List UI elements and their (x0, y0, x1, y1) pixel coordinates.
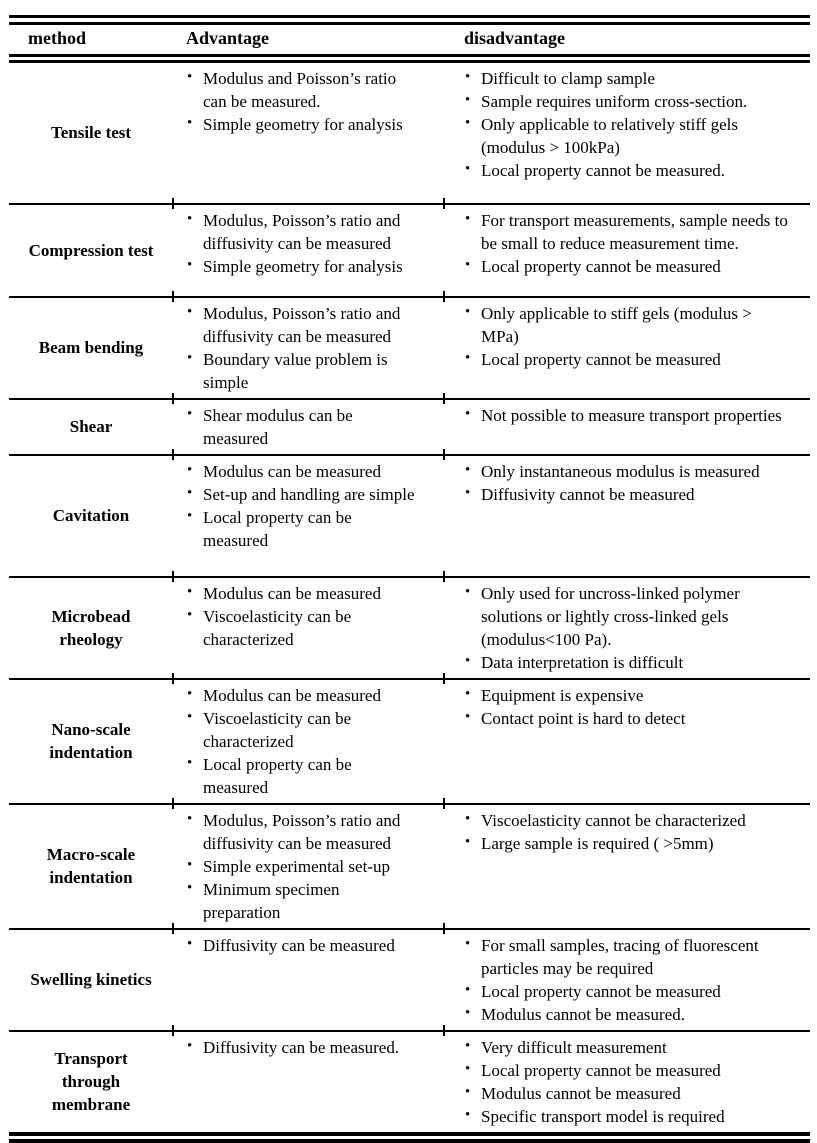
bullet-item: • Modulus and Poisson’s ratio can be measured. (186, 67, 418, 113)
method-cell (9, 455, 173, 577)
advantage-list (186, 684, 418, 799)
header-disadvantage: disadvantage (444, 20, 810, 59)
disadvantage-cell (444, 577, 810, 679)
disadvantage-list (464, 582, 788, 674)
method-cell (9, 204, 173, 297)
table-row (9, 804, 810, 929)
disadvantage-list (464, 302, 788, 371)
bullet-item: • Modulus cannot be measured. (464, 1003, 788, 1026)
advantage-cell (173, 929, 444, 1031)
bullet-item: • Only used for uncross-linked polymer solutions or lightly cross-linked gels (modulus<100 Pa). (464, 582, 788, 651)
disadvantage-list (464, 934, 788, 1026)
table-row (9, 204, 810, 297)
method-cell (9, 679, 173, 804)
bullet-item: • Local property cannot be measured. (464, 159, 788, 182)
bullet-item: • Simple geometry for analysis (186, 255, 418, 278)
bullet-item: • Minimum specimen preparation (186, 878, 418, 924)
bullet-item: • Contact point is hard to detect (464, 707, 788, 730)
advantage-cell (173, 679, 444, 804)
bullet-item: • Data interpretation is difficult (464, 651, 788, 674)
table-row (9, 929, 810, 1031)
disadvantage-list (464, 809, 788, 855)
bullet-item: • Viscoelasticity can be characterized (186, 605, 418, 651)
bullet-item: • Diffusivity can be measured. (186, 1036, 418, 1059)
bullet-item: • Only applicable to relatively stiff gels (modulus > 100kPa) (464, 113, 788, 159)
bullet-item: • Local property cannot be measured (464, 255, 788, 278)
bullet-item: • Local property can be measured (186, 753, 418, 799)
bullet-item: • For small samples, tracing of fluorescent particles may be required (464, 934, 788, 980)
method-label: Shear (69, 417, 113, 436)
method-label: Beam bending (38, 338, 144, 357)
bullet-item: • Modulus can be measured (186, 684, 418, 707)
bullet-item: • Diffusivity can be measured (186, 934, 418, 957)
advantage-cell (173, 297, 444, 399)
disadvantage-cell (444, 455, 810, 577)
table-header-row (9, 20, 810, 59)
bullet-item: • Difficult to clamp sample (464, 67, 788, 90)
advantage-cell (173, 59, 444, 204)
method-cell (9, 929, 173, 1031)
bullet-item: • Set-up and handling are simple (186, 483, 418, 506)
advantage-list (186, 209, 418, 278)
disadvantage-list (464, 684, 788, 730)
advantage-cell (173, 804, 444, 929)
disadvantage-list (464, 1036, 788, 1128)
method-label: Tensile test (50, 123, 132, 143)
disadvantage-cell (444, 204, 810, 297)
disadvantage-cell (444, 929, 810, 1031)
method-cell (9, 59, 173, 204)
method-cell (9, 399, 173, 455)
disadvantage-cell (444, 679, 810, 804)
bullet-item: • For transport measurements, sample needs to be small to reduce measurement time. (464, 209, 788, 255)
bullet-item: • Equipment is expensive (464, 684, 788, 707)
method-label: Microbead rheology (51, 606, 131, 649)
table-row (9, 455, 810, 577)
method-cell (9, 1031, 173, 1138)
bullet-item: • Simple geometry for analysis (186, 113, 418, 136)
advantage-list (186, 404, 418, 450)
disadvantage-list (464, 209, 788, 278)
method-label: Compression test (28, 240, 154, 260)
bullet-item: • Boundary value problem is simple (186, 348, 418, 394)
disadvantage-cell (444, 1031, 810, 1138)
table-row (9, 59, 810, 204)
bullet-item: • Local property cannot be measured (464, 348, 788, 371)
advantage-cell (173, 577, 444, 679)
advantage-list (186, 460, 418, 552)
advantage-list (186, 67, 418, 136)
header-method: method (9, 20, 173, 59)
bullet-item: • Modulus cannot be measured (464, 1082, 788, 1105)
table-row (9, 399, 810, 455)
method-cell (9, 804, 173, 929)
bullet-item: • Local property can be measured (186, 506, 418, 552)
bullet-item: • Modulus, Poisson’s ratio and diffusivity can be measured (186, 209, 418, 255)
advantage-list (186, 582, 418, 651)
bullet-item: • Only instantaneous modulus is measured (464, 460, 788, 483)
method-label: Macro-scale indentation (46, 845, 136, 887)
method-cell (9, 297, 173, 399)
bullet-item: • Modulus, Poisson’s ratio and diffusivity can be measured (186, 302, 418, 348)
bullet-item: • Specific transport model is required (464, 1105, 788, 1128)
table-row (9, 679, 810, 804)
disadvantage-cell (444, 297, 810, 399)
advantage-cell (173, 399, 444, 455)
bullet-item: • Not possible to measure transport properties (464, 404, 788, 427)
disadvantage-cell (444, 804, 810, 929)
table-row (9, 577, 810, 679)
methods-comparison-table (9, 15, 810, 1143)
table-row (9, 297, 810, 399)
advantage-list (186, 302, 418, 394)
advantage-list (186, 1036, 418, 1059)
disadvantage-list (464, 460, 788, 506)
bullet-item: • Shear modulus can be measured (186, 404, 418, 450)
bullet-item: • Modulus can be measured (186, 582, 418, 605)
advantage-list (186, 809, 418, 924)
bullet-item: • Local property cannot be measured (464, 1059, 788, 1082)
method-label: Transport through membrane (51, 1049, 131, 1114)
bullet-item: • Only applicable to stiff gels (modulus > MPa) (464, 302, 788, 348)
bullet-item: • Modulus can be measured (186, 460, 418, 483)
advantage-cell (173, 204, 444, 297)
advantage-cell (173, 455, 444, 577)
bullet-item: • Local property cannot be measured (464, 980, 788, 1003)
disadvantage-cell (444, 59, 810, 204)
disadvantage-cell (444, 399, 810, 455)
bullet-item: • Viscoelasticity cannot be characterized (464, 809, 788, 832)
bullet-item: • Viscoelasticity can be characterized (186, 707, 418, 753)
bullet-item: • Large sample is required ( >5mm) (464, 832, 788, 855)
method-label: Swelling kinetics (30, 970, 152, 989)
bullet-item: • Sample requires uniform cross-section. (464, 90, 788, 113)
bullet-item: • Simple experimental set-up (186, 855, 418, 878)
advantage-list (186, 934, 418, 957)
bullet-item: • Very difficult measurement (464, 1036, 788, 1059)
advantage-cell (173, 1031, 444, 1138)
disadvantage-list (464, 404, 788, 427)
header-advantage: Advantage (173, 20, 444, 59)
disadvantage-list (464, 67, 788, 182)
bullet-item: • Modulus, Poisson’s ratio and diffusivity can be measured (186, 809, 418, 855)
bullet-item: • Diffusivity cannot be measured (464, 483, 788, 506)
table-row (9, 1031, 810, 1138)
method-label: Nano-scale indentation (49, 720, 133, 762)
method-cell (9, 577, 173, 679)
method-label: Cavitation (52, 506, 130, 525)
